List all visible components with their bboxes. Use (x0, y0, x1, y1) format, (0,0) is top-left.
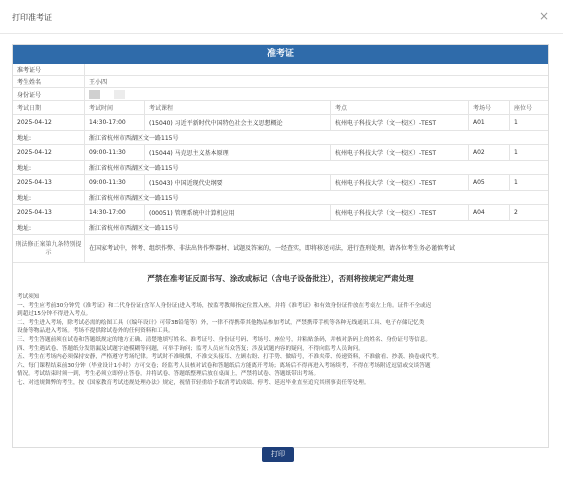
criminal-law-row (13, 235, 548, 263)
id-value (85, 88, 548, 100)
address-label: 地址: (13, 161, 85, 174)
exam-course: (15044) 马克思主义基本原理 (145, 145, 331, 160)
exam-seat: 2 (514, 209, 518, 216)
close-icon[interactable]: × (538, 9, 550, 23)
exam-site: 杭州电子科技大学（文一校区）-TEST (331, 145, 469, 160)
criminal-law-text: 在国家考试中，替考、组织作弊、非法出售作弊器材、试题及答案的，一经查实，即将移送司法，进行查刑处理，请各位考生务必谨慎考试 (89, 244, 456, 252)
exam-seat: 1 (514, 179, 518, 186)
print-button[interactable]: 打印 (262, 447, 294, 462)
exam-date: 2025-04-13 (13, 205, 85, 220)
ticket-title: 准考证 (13, 45, 548, 64)
address-label: 地址: (13, 131, 85, 144)
exam-room: A02 (469, 145, 510, 160)
table-row (13, 205, 548, 221)
exam-time: 14:30-17:00 (85, 205, 145, 220)
instruction-line: 六、每门课程结束前30分钟（毕业设计1小时）方可交卷；经监考人员核对试卷和答题纸后方能离开考场；离场后不得再进入考场续考，不得在考场附近逗留或交谈答题 (17, 362, 431, 369)
redacted-block (114, 90, 125, 99)
address-row (13, 131, 548, 145)
exam-course: (15043) 中国近现代史纲要 (145, 175, 331, 190)
back-side-notice: 严禁在准考证反面书写、涂改或标记（含电子设备批注），否则将按规定严肃处理 (147, 274, 414, 283)
table-row (13, 145, 548, 161)
exam-site: 杭州电子科技大学（文一校区）-TEST (331, 175, 469, 190)
col-site: 考点 (331, 101, 469, 114)
instruction-line: 一、考生应考前30分钟凭《准考证》和二代身份证(含军人身份证)进入考场，按监考教师指定位置入座，并将《准考证》和有效身份证件放在考桌左上角。证件不全或迟 (17, 302, 432, 309)
exam-time: 09:00-11:30 (85, 175, 145, 190)
col-seat: 座位号 (514, 105, 533, 112)
address-value: 浙江省杭州市西湖区文一路115号 (89, 165, 179, 172)
col-time: 考试时间 (85, 101, 145, 114)
instruction-line: 四、考生遇试卷、答题纸分发错漏及试题字迹模糊等问题，可举手询问；监考人员应当众答复；涉及试题内容的疑问，不得向监考人员询问。 (17, 345, 364, 352)
address-label: 地址: (13, 221, 85, 234)
address-row (13, 221, 548, 235)
instruction-line: 七、对违规舞弊的考生，按《国家教育考试违规处理办法》规定，视情节轻重给予取消考试成绩、停考、延迟毕业直至追究其刑事责任等处理。 (17, 379, 370, 386)
redacted-block (89, 90, 100, 99)
exam-time: 09:00-11:30 (85, 145, 145, 160)
name-label: 考生姓名 (13, 76, 85, 87)
table-row (13, 115, 548, 131)
col-course: 考试课程 (145, 101, 331, 114)
exam-course: (00051) 管理系统中计算机应用 (145, 205, 331, 220)
exam-date: 2025-04-13 (13, 175, 85, 190)
address-value: 浙江省杭州市西湖区文一路115号 (89, 135, 179, 142)
exam-seat: 1 (514, 119, 518, 126)
exam-site: 杭州电子科技大学（文一校区）-TEST (331, 115, 469, 130)
exam-seat: 1 (514, 149, 518, 156)
dialog-header (0, 0, 563, 34)
address-value: 浙江省杭州市西湖区文一路115号 (89, 225, 179, 232)
instructions-heading: 考试须知 (17, 294, 40, 300)
dialog-title: 打印准考证 (12, 13, 52, 22)
instruction-line: 情况。考试结束时须一到，考生必须立即停止答卷，并将试卷、答题纸整理后放在桌面上，严禁将试卷、答题纸带出考场。 (17, 371, 320, 378)
exam-site: 杭州电子科技大学（文一校区）-TEST (331, 205, 469, 220)
col-date: 考试日期 (13, 101, 85, 114)
exam-time: 14:30-17:00 (85, 115, 145, 130)
exam-room: A01 (469, 115, 510, 130)
address-row (13, 191, 548, 205)
name-value: 王小四 (89, 79, 108, 86)
ticket-number-label: 准考证号 (13, 64, 85, 75)
id-row (13, 88, 548, 101)
exam-date: 2025-04-12 (13, 145, 85, 160)
exam-room: A05 (469, 175, 510, 190)
instruction-line: 三、考生答题前须在试卷和答题纸规定的地方正确、清楚地填写姓名、准考证号、身份证号码、考场号、座位号，并粘贴条码，并核对条码上的姓名、身份证号等信息。 (17, 336, 431, 343)
instruction-line: 设备等物品进入考场。考场不提供除试卷外的任何资料和工具。 (17, 328, 174, 335)
exam-table-header (13, 101, 548, 115)
name-row (13, 76, 548, 88)
exam-date: 2025-04-12 (13, 115, 85, 130)
table-row (13, 175, 548, 191)
admission-ticket (12, 44, 549, 448)
ticket-number-value (85, 64, 548, 75)
instruction-line: 五、考生在考场内必须保持安静，严格遵守考场纪律。考试时不准吸烟，不准交头接耳、左顾右盼、打手势、做暗号，不准夹带、传递资料，不准偷看、抄袭、换卷或代考。 (17, 354, 443, 361)
instruction-line: 二、考生进入考场，除考试必需的绘图工具（《编年设计》可带3B铅笔等）外，一律不得携带其他物品参加考试，严禁携带手机等各种无线通讯工具、电子存储记忆类 (17, 319, 425, 326)
address-row (13, 161, 548, 175)
id-label: 身份证号 (13, 88, 85, 100)
address-value: 浙江省杭州市西湖区文一路115号 (89, 195, 179, 202)
ticket-number-row (13, 64, 548, 76)
instruction-line: 到超过15分钟不得进入考点。 (17, 311, 92, 318)
criminal-law-label: 刑法修正案第九条特别提示 (13, 235, 85, 262)
exam-instructions (17, 293, 544, 388)
exam-room: A04 (469, 205, 510, 220)
exam-course: (15040) 习近平新时代中国特色社会主义思想概论 (145, 115, 331, 130)
address-label: 地址: (13, 191, 85, 204)
col-room: 考场号 (469, 101, 510, 114)
